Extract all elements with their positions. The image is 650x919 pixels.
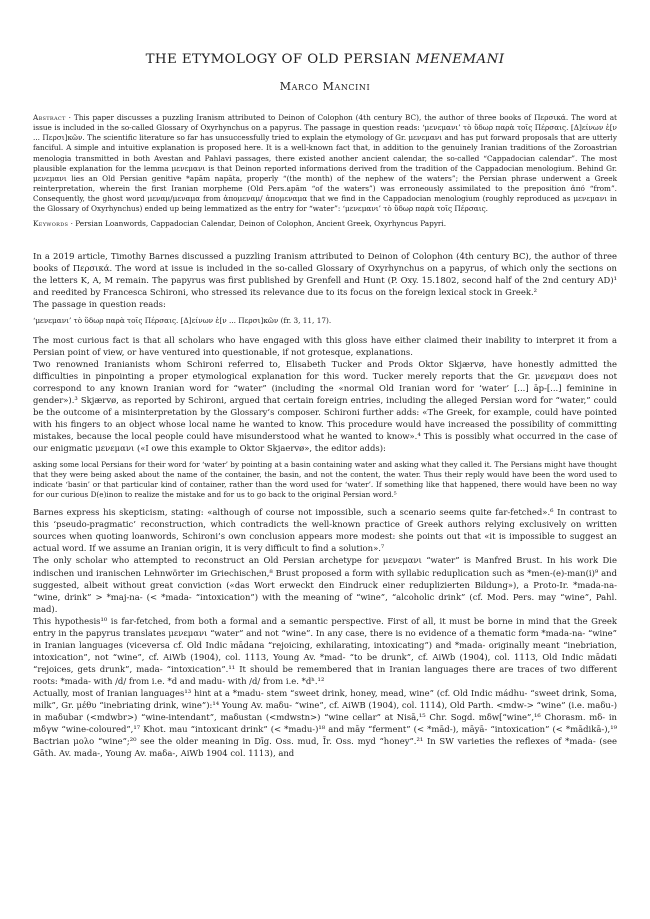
keywords-text: · Persian Loanwords, Cappadocian Calendar, Deinon of Colophon, Ancient Greek, Oxyrhyncus Papyri. [68, 218, 447, 228]
paragraph-1: In a 2019 article, Timothy Barnes discussed a puzzling Iranism attributed to Deinon of Colophon (4th century BC), the author of three books of Περσικά. The word at issue is included in the so-called Glossary of Oxyrhynchus on a papyrus, of which only the sections on the letters K, A, M remain. The papyrus was first published by Grenfell and Hunt (P. Oxy. 15.1802, second half of the 2nd century AD)¹ and reedited by Francesca Schironi, who stressed its relevance due to its focus on the foreign lexical stock in Greek.² [33, 250, 617, 297]
article-body [33, 250, 617, 759]
paper-title [33, 52, 617, 67]
block-quote: asking some local Persians for their word for ‘water’ by pointing at a basin containing water and asking what they called it. The Persians might have thought that they were being asked about the name of the container, the basin, and not the content, the water. Thus their reply would have been the word used to indicate ‘basin’ or that particular kind of container, rather than the word used for ‘water’. If something like that happened, there would have been no way for our curious D(e)inon to realize the mistake and for us to go back to the original Persian word.⁵ [33, 459, 617, 500]
paragraph-8: Actually, most of Iranian languages¹³ hint at a *madu- stem “sweet drink, honey, mead, wine” (cf. Old Indic mádhu- “sweet drink, Soma, milk”, Gr. μέθυ “inebriating drink, wine”):¹⁴ Young Av. maδu- “wine”, cf. AiWB (1904), col. 1114), Old Parth. <mdw-> “wine” (i.e. maδu-) in maδubar (<mdwbr>) “wine-intendant”, maδustan (<mdwstn>) “wine cellar” at Nisā,¹⁵ Chr. Sogd. mδw[“wine”,¹⁶ Chorasm. mδ- in mδγw “wine-coloured”,¹⁷ Khot. mau “intoxicant drink” (< *madu-)¹⁸ and māy “ferment” (< *mād-), māyā- “intoxication” (< *mādikā-),¹⁹ Bactrian μολο “wine”;²⁰ see the older meaning in Dīg. Oss. mud, Īr. Oss. myd “honey”.²¹ In SW varieties the reflexes of *mada- (see Gāth. Av. mada-, Young Av. maδa-, AiWb 1904 col. 1113), and [33, 687, 617, 758]
title-prefix: THE ETYMOLOGY OF OLD PERSIAN [145, 52, 416, 67]
abstract [33, 113, 617, 215]
paragraph-3: The most curious fact is that all scholars who have engaged with this gloss have either claimed their inability to interpret it from a Persian point of view, or have ventured into questionable, if not grotesque, explanations. [33, 334, 617, 357]
paragraph-4: Two renowned Iranianists whom Schironi referred to, Elisabeth Tucker and Prods Oktor Skjærvø, have honestly admitted the difficulties in pinpointing a proper etymological explanation for this word. Tucker merely reports that the Gr. μενεμανι does not correspond to any known Iranian word for “water” (including the «normal Old Iranian word for ‘water’ [...] āp-[...] feminine in gender»).³ Skjærvø, as reported by Schironi, argued that certain foreign entries, including the alleged Persian word for “water,” could be the outcome of a misinterpretation by the Glossary’s composer. Schironi further adds: «The Greek, for example, could have pointed with his fingers to an object whose local name he wanted to know. This procedure would have increased the possibility of committing mistakes, because the local people could have misunderstood what he wanted to know».⁴ This is possibly what occurred in the case of our enigmatic μενεμανι («I owe this example to Oktor Skjaervø», the editor adds): [33, 358, 617, 453]
keywords-label: Keywords [33, 218, 69, 228]
paragraph-7: This hypothesis¹⁰ is far-fetched, from both a formal and a semantic perspective. First of all, it must be borne in mind that the Greek entry in the papyrus translates μενεμανι “water” and not “wine”. In any case, there is no evidence of a thematic form *mada-na- “wine” in Iranian languages (viceversa cf. Old Indic mādana “rejoicing, exhilarating, intoxicating”) and *mada- originally meant “inebriation, intoxication”, not “wine”, cf. AiWb (1904), col. 1113, Young Av. *mad- “to be drunk”, cf. AiWb (1904), col. 1113, Old Indic mādati “rejoices, gets drunk”, mada- “intoxication”.¹¹ It should be remembered that in Iranian languages there are traces of two different roots: *mada- with /d/ from i.e. *d and madu- with /d/ from i.e. *dʰ.¹² [33, 615, 617, 686]
paper-page [33, 0, 617, 759]
keywords [33, 219, 617, 229]
abstract-label: Abstract [33, 113, 66, 122]
abstract-text: · This paper discusses a puzzling Iranism attributed to Deinon of Colophon (4th century BC), the author of three books of Περσικά. The word at issue is included in the so-called Glossary of Oxyrhynchus on a papyrus. The passage in question reads: ‘μενεμανι’ τὸ ὕδωρ παρὰ τοῖς Πέρσαις. [Δ]είνων ἐ[ν ... Περσι]κῶν. The scientific literature so far has unsuccessfully tried to explain the etymology of Gr. μενεμανι and has put forward proposals that are utterly fanciful. A simple and intuitive explanation is proposed here. It is a well-known fact that, in addition to the genuinely Iranian traditions of the Zoroastrian menologia transmitted in both Avestan and Pahlavi passages, there existed another ancient calendar, the so-called “Cappadocian calendar”. The most plausible explanation for the lemma μενεμανι is that Deinon reported informations derived from the tradition of the Cappadocian menologium. Behind Gr. μενεμανι lies an Old Persian genitive *apām napāta, properly “(the month) of the nephew of the waters”; the Persian phrase underwent a Greek reinterpretation, wherein the first Iranian morpheme (Old Pers.apām “of the waters”) was erroneously assimilated to the preposition ἀπό “from”. Consequently, the ghost word μεναμ/μεναμα from ἀπομεναμ/ ἀπομεναμα that we find in the Cappadocian menologium (roughly reproduced as μενεμανι in the Glossary of Oxyrhynchus) ended up being lemmatized as the entry for “water”: ‘μενεμανι’ τὸ ὕδωρ παρὰ τοῖς Πέρσαις. [33, 113, 617, 214]
quoted-gloss: ‘μενεμανι’ τὸ ὕδωρ παρὰ τοῖς Πέρσαις. [Δ]είνων ἐ[ν ... Περσι]κῶν (fr. 3, 11, 17). [33, 315, 332, 325]
title-word: MENEMANI [415, 52, 505, 67]
paragraph-6: The only scholar who attempted to reconstruct an Old Persian archetype for μενεμανι “water” is Manfred Brust. In his work Die indischen und iranischen Lehnwörter im Griechischen,⁸ Brust proposed a form with syllabic reduplication such as *men-(e)-man(i)⁹ and suggested, albeit without great conviction («das Wort erweckt den Eindruck einer reduplizierten Bildung»), a Proto-Ir. *mada-na- “wine, drink” > *maj-na- (< *mada- “intoxication”) with the meaning of “wine”, “alcoholic drink” (cf. Mod. Pers. may “wine”, Pahl. mad). [33, 555, 617, 614]
paragraph-2: The passage in question reads: [33, 298, 166, 309]
author-name: Marco Mancini [279, 80, 371, 93]
paragraph-5: Barnes express his skepticism, stating: «although of course not impossible, such a scenario seems quite far-fetched».⁶ In contrast to this ‘pseudo-pragmatic’ reconstruction, which contradicts the well-known practice of Greek authors relying exclusively on written sources when quoting loanwords, Schironi’s own conclusion appears more modest: she points out that «it is impossible to suggest an actual word. If we assume an Iranian origin, it is very difficult to find a solution».⁷ [33, 507, 617, 554]
